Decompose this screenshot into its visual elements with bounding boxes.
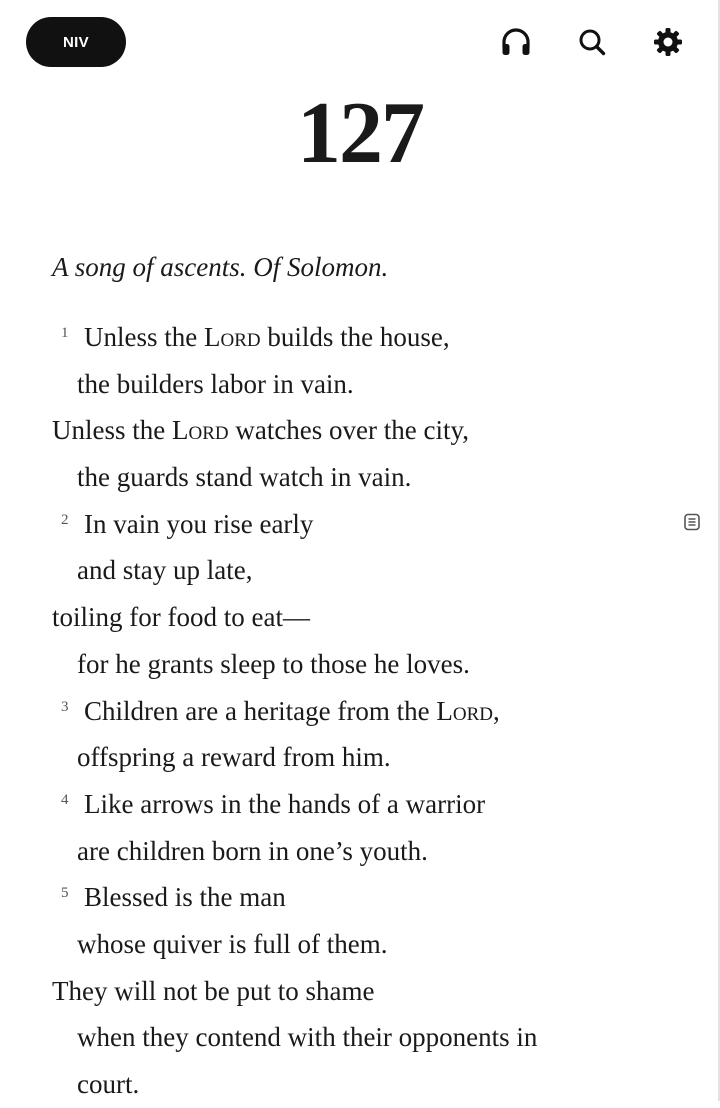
verse-line[interactable] — [0, 688, 680, 735]
verse-line[interactable] — [0, 594, 680, 641]
verse-text: the builders labor in vain. — [77, 368, 354, 399]
verse-text: the guards stand watch in vain. — [77, 462, 412, 493]
scripture-passage — [0, 314, 680, 1108]
verse-line[interactable] — [0, 407, 680, 454]
verse-text: toiling for food to eat— — [52, 602, 310, 633]
divine-name: Lord — [436, 695, 493, 726]
verse-line[interactable] — [0, 734, 680, 781]
verse-text: Like arrows in the hands of a warrior — [84, 788, 486, 819]
verse-text: watches over the city, — [228, 415, 469, 446]
verse-text: They will not be put to shame — [52, 975, 375, 1006]
verse-number: 5 — [61, 885, 69, 902]
verse-text: when they contend with their opponents in — [77, 1022, 538, 1053]
verse-text: Children are a heritage from the — [84, 695, 437, 726]
verse-line[interactable] — [0, 1014, 680, 1061]
verse-text: court. — [77, 1069, 140, 1099]
verse-line[interactable] — [0, 547, 680, 594]
search-icon — [576, 26, 608, 58]
verse-text: In vain you rise early — [84, 508, 314, 539]
verse-line[interactable] — [0, 641, 680, 688]
verse-text: are children born in one’s youth. — [77, 835, 428, 866]
verse-line[interactable] — [0, 874, 680, 921]
headphones-icon — [499, 25, 533, 59]
verse-number: 4 — [61, 791, 69, 808]
reader-toolbar — [0, 0, 720, 90]
verse-text: Blessed is the man — [84, 882, 286, 913]
verse-line[interactable] — [0, 361, 680, 408]
verse-text: , — [492, 695, 500, 726]
audio-button[interactable] — [498, 24, 534, 60]
verse-text: builds the house, — [260, 322, 450, 352]
verse-line[interactable] — [0, 314, 680, 361]
settings-button[interactable] — [650, 24, 686, 60]
note-icon[interactable] — [683, 513, 701, 531]
verse-line[interactable] — [0, 501, 680, 548]
verse-number: 2 — [61, 511, 69, 528]
verse-text: for he grants sleep to those he loves. — [77, 648, 470, 679]
verse-text: whose quiver is full of them. — [77, 928, 388, 959]
verse-line[interactable] — [0, 921, 680, 968]
divine-name: Lord — [171, 415, 229, 446]
psalm-superscription: A song of ascents. Of Solomon. — [52, 252, 389, 282]
chapter-number: 127 — [297, 85, 423, 182]
verse-text: offspring a reward from him. — [77, 742, 391, 773]
verse-line[interactable] — [0, 454, 680, 501]
verse-line[interactable] — [0, 968, 680, 1015]
verse-text: Unless the — [52, 415, 172, 446]
verse-number: 1 — [61, 325, 69, 341]
verse-line[interactable] — [0, 781, 680, 828]
search-button[interactable] — [574, 24, 610, 60]
version-selector-button[interactable]: NIV — [26, 17, 126, 67]
verse-line[interactable] — [0, 828, 680, 875]
gear-icon — [652, 26, 684, 58]
verse-text: and stay up late, — [77, 555, 253, 586]
divine-name: Lord — [203, 322, 261, 352]
verse-text: Unless the — [84, 322, 204, 352]
verse-number: 3 — [61, 698, 69, 715]
